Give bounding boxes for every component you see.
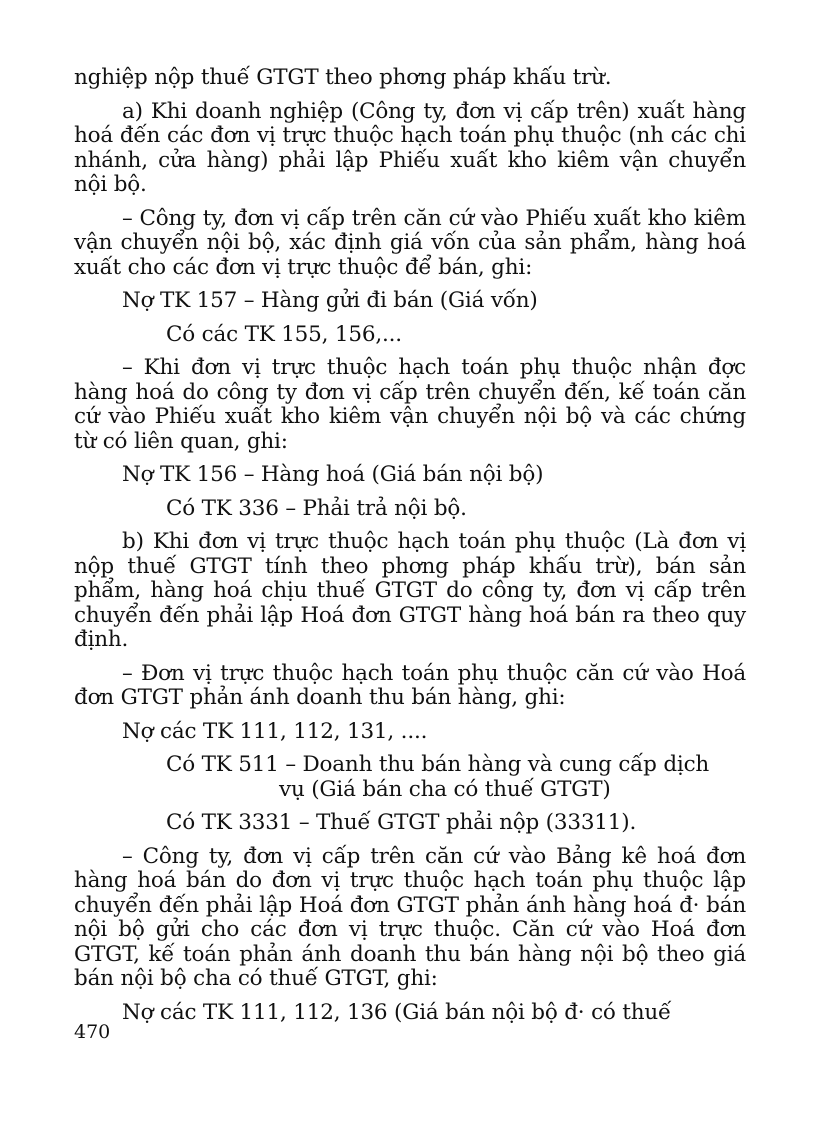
entry-co-tk-3331: Có TK 3331 – Thuế GTGT phải nộp (33311).: [166, 810, 637, 835]
entry-co-tk-155-156: Có các TK 155, 156,...: [166, 321, 402, 347]
entry-no-tk-156: Nợ TK 156 – Hàng hoá (Giá bán nội bộ): [122, 462, 544, 487]
paragraph-continuation: nghiệp nộp thuế GTGT theo phơng pháp khấu trừ.: [74, 65, 612, 90]
entry-co-tk-511-line2: vụ (Giá bán cha có thuế GTGT): [279, 776, 611, 802]
paragraph-truc-thuoc-doanh-thu: – Đơn vị trực thuộc hạch toán phụ thuộc căn cứ vào Hoá đơn GTGT phản ánh doanh thu bán hàng, ghi:: [74, 660, 746, 710]
entry-co-tk-511-line1: Có TK 511 – Doanh thu bán hàng và cung cấp dịch: [166, 752, 710, 777]
entry-no-tk-111-112-131: Nợ các TK 111, 112, 131, ....: [122, 718, 428, 744]
entry-co-tk-336: Có TK 336 – Phải trả nội bộ.: [166, 495, 467, 521]
page-number: 470: [74, 1021, 111, 1043]
entry-co-tk-511: [74, 753, 746, 802]
entry-no-tk-157: Nợ TK 157 – Hàng gửi đi bán (Giá vốn): [122, 288, 538, 313]
paragraph-truc-thuoc-nhan: – Khi đơn vị trực thuộc hạch toán phụ thuộc nhận đợc hàng hoá do công ty đơn vị cấp trên chuyển đến, kế toán căn cứ vào Phiếu xuất kho kiêm vận chuyển nội bộ và các chứng từ có liên quan, ghi:: [74, 355, 746, 454]
entry-no-tk-111-112-136: Nợ các TK 111, 112, 136 (Giá bán nội bộ đ· có thuế: [122, 999, 672, 1025]
paragraph-bang-ke: – Công ty, đơn vị cấp trên căn cứ vào Bảng kê hoá đơn hàng hoá bán do đơn vị trực thuộc hạch toán phụ thuộc lập chuyển đến phải lập Hoá đơn GTGT phản ánh hàng hoá đ· bán nội bộ gửi cho các đơn vị trực thuộc. Căn cứ vào Hoá đơn GTGT, kế toán phản ánh doanh thu bán hàng nội bộ theo giá bán nội bộ cha có thuế GTGT, ghi:: [74, 843, 746, 991]
page-body: [74, 66, 746, 1034]
paragraph-b: b) Khi đơn vị trực thuộc hạch toán phụ thuộc (Là đơn vị nộp thuế GTGT tính theo phơng pháp khấu trừ), bán sản phẩm, hàng hoá chịu thuế GTGT do công ty, đơn vị cấp trên chuyển đến phải lập Hoá đơn GTGT hàng hoá bán ra theo quy định.: [74, 529, 746, 652]
paragraph-a: a) Khi doanh nghiệp (Công ty, đơn vị cấp trên) xuất hàng hoá đến các đơn vị trực thuộc hạch toán phụ thuộc (nh các chi nhánh, cửa hàng) phải lập Phiếu xuất kho kiêm vận chuyển nội bộ.: [74, 98, 746, 197]
paragraph-cap-tren-ghi: – Công ty, đơn vị cấp trên căn cứ vào Phiếu xuất kho kiêm vận chuyển nội bộ, xác định giá vốn của sản phẩm, hàng hoá xuất cho các đơn vị trực thuộc để bán, ghi:: [74, 205, 746, 280]
